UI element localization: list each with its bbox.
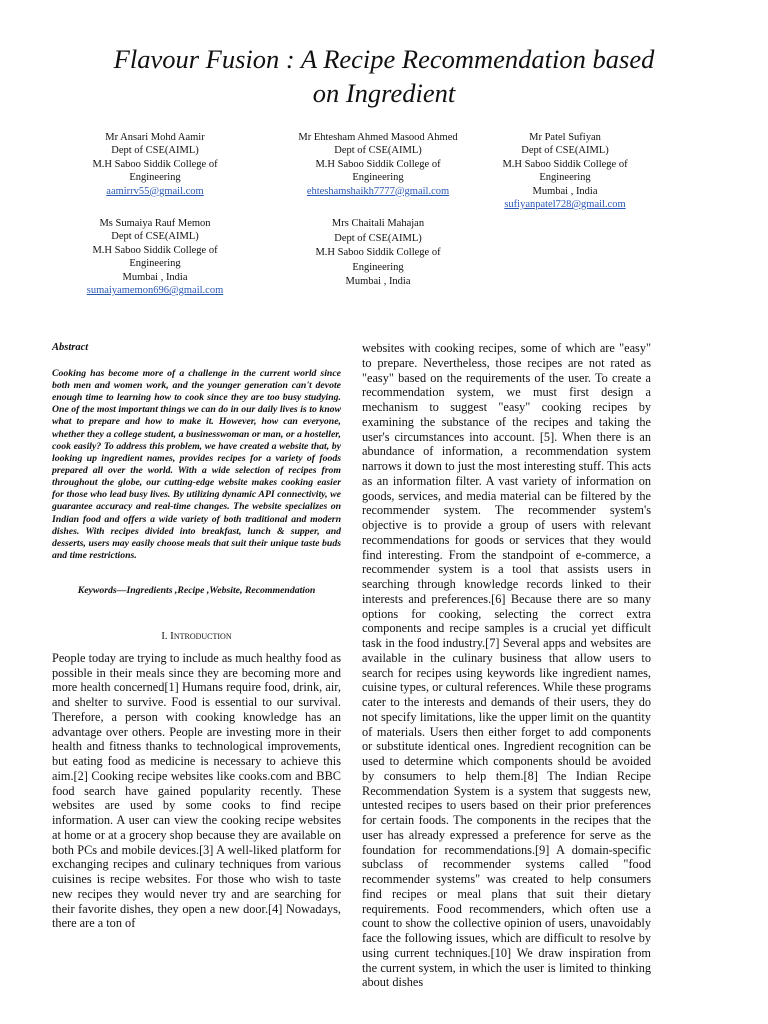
section-title: Introduction [170,630,232,642]
abstract-heading: Abstract [52,342,89,353]
section-heading [52,629,341,645]
left-column [52,341,341,931]
author-college: Engineering [539,172,591,184]
right-column-text: websites with cooking recipes, some of which are "easy" to prepare. Nevertheless, those recipes are not rated as "easy" based on the requirements of the user. To create a recommendation system, we must first design a mechanism to suggest "easy" cooking recipes by examining the substance of the recipes and taking the user's circumstances into account. [5]. When there is an abundance of information, a recommendation system narrows it down to just the most interesting stuff. This acts as an information filter. A vast variety of information on goods, services, and media material can be filtered by the recommender system. The recommender system's objective is to provide a group of users with relevant recommendations for goods or services that they would find interesting. From the standpoint of e-commerce, a recommender system is a tool that assists users in searching through knowledge records linked to their interests and preferences.[6] Because there are so many options for cooking, selecting the correct extra components and recipe samples is a crucial yet difficult task in the food industry.[7] Several apps and websites are available in the culinary business that allow users to search for recipes using keywords like ingredient names, cuisine types, or cultural references. While these programs cater to the interests and demands of their users, they do not specify limitations, like the upper limit on the quantity of materials. Users then either forget to add components or substitute identical ones. Ingredient recognition can be used to determine which components should be avoided by consumers to help them.[8] The Indian Recipe Recommendation System is a system that suggests new, untested recipes to users based on their prior preferences for certain foods. The components in the recipes that the user has already expressed a preference for serve as the foundation for recommendations.[9] A domain-specific subclass of recommender systems called "food recommender systems" was created to help consumers find recipes or meal plans that suit their dietary requirements. Food recommenders, which often use a count to show the collective opinion of users, unavoidably face the following issues, which are difficult to resolve by using current techniques.[10] We draw inspiration from the current system, in which the user is limited to thinking about dishes [362,341,651,990]
author-college: M.H Saboo Siddik College of [315,247,441,259]
author-dept: Dept of CSE(AIML) [521,145,609,157]
author-name: Ms Sumaiya Rauf Memon [99,218,211,229]
author-email-link[interactable]: sumaiyamemon696@gmail.com [86,285,224,297]
author-email-link[interactable]: ehteshamshaikh7777@gmail.com [306,185,450,197]
author-dept: Dept of CSE(AIML) [334,145,422,157]
keywords: Keywords—Ingredients ,Recipe ,Website, Recommendation [77,585,316,597]
author-college: Engineering [352,172,404,184]
paper-title [40,42,728,110]
author-location: Mumbai , India [532,185,598,197]
author-college: Engineering [352,261,404,273]
author-name: Mr Ansari Mohd Aamir [105,132,205,143]
title-line-2: on Ingredient [312,78,456,108]
author-dept: Dept of CSE(AIML) [111,231,199,243]
author-college: M.H Saboo Siddik College of [502,158,628,170]
author-college: M.H Saboo Siddik College of [315,158,441,170]
author-email-link[interactable]: sufiyanpatel728@gmail.com [504,199,626,211]
author-location: Mumbai , India [345,276,411,288]
section-number: I. [161,631,168,642]
author-name: Mrs Chaitali Mahajan [331,218,425,229]
right-column [362,341,651,990]
author-college: Engineering [129,258,181,270]
author-block-5 [253,217,503,290]
author-college: M.H Saboo Siddik College of [92,244,218,256]
author-name: Mr Patel Sufiyan [529,132,601,143]
author-dept: Dept of CSE(AIML) [111,145,199,157]
author-block-4 [40,217,270,297]
author-college: Engineering [129,172,181,184]
author-name: Mr Ehtesham Ahmed Masood Ahmed [298,132,458,143]
author-college: M.H Saboo Siddik College of [92,158,218,170]
author-email-link[interactable]: aamirrv55@gmail.com [106,185,204,197]
author-location: Mumbai , India [122,271,188,283]
intro-text: People today are trying to include as much healthy food as possible in their meals since they are becoming more and more health concerned[1] Humans require food, drink, air, and shelter to survive. Food is essential to our survival. Therefore, a person with cooking knowledge has an advantage over others. People are investing more in their health and fitness thanks to technological improvements, but eating food as medicine is necessary to achieve this aim.[2] Cooking recipe websites like cooks.com and BBC food search have gained popularity recently. These websites are used by some cooks to find recipe information. A user can view the cooking recipe websites at home or at a grocery shop because they are available on both PCs and mobile devices.[3] A well-liked platform for exchanging recipes and culinary techniques from various cuisines is recipe websites. For those who wish to taste new recipes they would never try and are searching for their favorite dishes, they open a new door.[4] Nowadays, there are a ton of [52,650,341,931]
author-block-3 [460,131,670,211]
author-block-1 [40,131,270,198]
abstract-text: Cooking has become more of a challenge in the current world since both men and women work, and the younger generation can't devote enough time to learning how to cook since they are too busy studying. One of the most important things we can do in our daily lives is to know what to prepare and how to make it. However, how can everyone, whether they a college student, a businesswoman or man, or a hosteller, cook easily? To address this problem, we have created a website that, by looking up ingredient names, provides recipes for a variety of foods prepared all over the world. With a wide selection of recipes from throughout the globe, our cutting-edge website makes cooking easier for those who lead busy lives. By utilizing dynamic API connectivity, we guarantee accuracy and real-time changes. The website specializes on Indian food and offers a wide variety of both traditional and modern dishes. With recipes divided into breakfast, lunch & supper, and desserts, users may easily choose meals that suit their unique taste buds and time restrictions. [52,367,341,562]
title-line-1: Flavour Fusion : A Recipe Recommendation based [113,44,655,74]
author-dept: Dept of CSE(AIML) [334,232,422,244]
